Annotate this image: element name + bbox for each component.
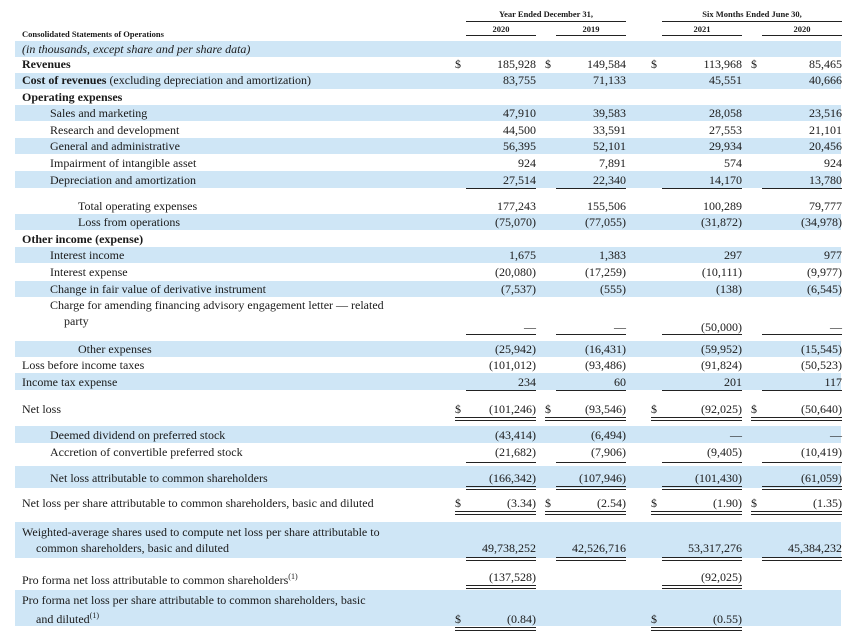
cell-value: (34,978)	[801, 215, 842, 229]
row-label-suffix: (excluding depreciation and amortization)	[106, 73, 312, 87]
cell-value: 49,738,252	[482, 541, 536, 555]
header-group-year: Year Ended December 31,	[498, 9, 594, 19]
header-rule	[662, 21, 842, 22]
row-label-continued	[36, 609, 99, 626]
single-rule	[466, 462, 536, 463]
row-band	[15, 373, 841, 390]
header-rule	[466, 21, 626, 22]
cell-value: 45,384,232	[788, 541, 842, 555]
row-label-bold: Cost of revenues	[22, 73, 107, 87]
header-year: 2019	[582, 24, 600, 34]
double-rule	[751, 420, 842, 421]
cell-value: (15,545)	[801, 342, 842, 356]
cell-value: (50,000)	[701, 320, 742, 334]
cell-value: 977	[824, 248, 842, 262]
row-band	[15, 247, 841, 263]
header-rule	[466, 35, 536, 36]
currency-symbol: $	[751, 402, 757, 416]
cell-value: 53,317,276	[688, 541, 742, 555]
footnote-marker: (1)	[89, 611, 99, 620]
single-rule	[762, 390, 842, 391]
single-rule	[556, 334, 626, 335]
cell-value: (101,246)	[489, 402, 536, 416]
row-label	[22, 570, 298, 587]
cell-value: (91,824)	[701, 358, 742, 372]
double-rule	[651, 417, 742, 418]
currency-symbol: $	[545, 57, 551, 71]
single-rule	[762, 462, 842, 463]
double-rule	[651, 511, 742, 512]
cell-value: —	[614, 320, 626, 334]
cell-value: (31,872)	[701, 215, 742, 229]
row-label: Other expenses	[78, 342, 152, 356]
cell-value: 185,928	[497, 57, 536, 71]
table-subtitle: (in thousands, except share and per share data)	[22, 42, 251, 56]
cell-value: 297	[724, 248, 742, 262]
double-rule	[466, 557, 536, 558]
cell-value: 83,755	[503, 73, 536, 87]
cell-value: 71,133	[593, 73, 626, 87]
cell-value: (101,430)	[695, 471, 742, 485]
header-year: 2021	[693, 24, 711, 34]
cell-value: 44,500	[503, 123, 536, 137]
cell-value: (92,025)	[701, 570, 742, 584]
cell-value: (137,528)	[489, 570, 536, 584]
row-label: Loss before income taxes	[22, 358, 145, 372]
cell-value: 28,058	[709, 106, 742, 120]
double-rule	[455, 630, 536, 631]
currency-symbol: $	[545, 496, 551, 510]
single-rule	[662, 462, 742, 463]
double-rule	[466, 560, 536, 561]
cell-value: 234	[518, 375, 536, 389]
cell-value: (166,342)	[489, 471, 536, 485]
header-group-sixmonths: Six Months Ended June 30,	[702, 9, 802, 19]
double-rule	[762, 560, 842, 561]
row-label-continued: common shareholders, basic and diluted	[36, 541, 229, 555]
single-rule	[762, 334, 842, 335]
cell-value: 42,526,716	[572, 541, 626, 555]
currency-symbol: $	[651, 496, 657, 510]
row-label: Net loss	[22, 402, 61, 416]
header-rule	[762, 35, 842, 36]
cell-value: 23,516	[809, 106, 842, 120]
cell-value: (50,523)	[801, 358, 842, 372]
double-rule	[662, 588, 742, 589]
cell-value: 113,968	[703, 57, 742, 71]
single-rule	[556, 390, 626, 391]
cell-value: 85,465	[809, 57, 842, 71]
cell-value: (92,025)	[701, 402, 742, 416]
cell-value: (25,942)	[495, 342, 536, 356]
cell-value: 924	[518, 156, 536, 170]
double-rule	[751, 417, 842, 418]
header-year: 2020	[793, 24, 811, 34]
row-label: Total operating expenses	[78, 199, 198, 213]
cell-value: 47,910	[503, 106, 536, 120]
cell-value: 40,666	[809, 73, 842, 87]
currency-symbol: $	[651, 612, 657, 626]
header-rule	[662, 35, 742, 36]
currency-symbol: $	[545, 402, 551, 416]
cell-value: 201	[724, 375, 742, 389]
cell-value: 13,780	[809, 173, 842, 187]
double-rule	[651, 627, 742, 628]
cell-value: 22,340	[593, 173, 626, 187]
row-label-text: and diluted	[36, 612, 90, 626]
double-rule	[545, 420, 626, 421]
cell-value: 79,777	[809, 199, 842, 213]
table-title: Consolidated Statements of Operations	[22, 29, 164, 39]
cell-value: (138)	[716, 282, 742, 296]
single-rule	[556, 462, 626, 463]
cell-value: 39,583	[593, 106, 626, 120]
row-label: Interest income	[50, 248, 125, 262]
cell-value: (555)	[600, 282, 626, 296]
cell-value: (50,640)	[801, 402, 842, 416]
row-label	[22, 73, 311, 87]
cell-value: 149,584	[587, 57, 626, 71]
double-rule	[762, 486, 842, 487]
row-label-text: Pro forma net loss attributable to common shareholders	[22, 573, 289, 587]
cell-value: (9,977)	[807, 265, 842, 279]
double-rule	[651, 630, 742, 631]
cell-value: (20,080)	[495, 265, 536, 279]
row-label: General and administrative	[50, 139, 180, 153]
header-year: 2020	[492, 24, 510, 34]
cell-value: 27,514	[503, 173, 536, 187]
cell-value: 155,506	[587, 199, 626, 213]
cell-value: (1.35)	[813, 496, 842, 510]
cell-value: 574	[724, 156, 742, 170]
cell-value: (75,070)	[495, 215, 536, 229]
cell-value: (61,059)	[801, 471, 842, 485]
currency-symbol: $	[751, 57, 757, 71]
double-rule	[455, 627, 536, 628]
cell-value: 60	[614, 375, 626, 389]
double-rule	[662, 560, 742, 561]
row-label: Interest expense	[50, 265, 128, 279]
cell-value: 100,289	[703, 199, 742, 213]
cell-value: (17,259)	[585, 265, 626, 279]
cell-value: (107,946)	[579, 471, 626, 485]
currency-symbol: $	[455, 612, 461, 626]
cell-value: (2.54)	[597, 496, 626, 510]
single-rule	[466, 334, 536, 335]
cell-value: 7,891	[599, 156, 626, 170]
cell-value: 117	[824, 375, 842, 389]
double-rule	[455, 420, 536, 421]
double-rule	[545, 514, 626, 515]
double-rule	[556, 489, 626, 490]
cell-value: (1.90)	[713, 496, 742, 510]
row-label: Depreciation and amortization	[50, 173, 196, 187]
row-label: Net loss attributable to common shareholders	[50, 471, 268, 485]
double-rule	[751, 511, 842, 512]
double-rule	[556, 486, 626, 487]
row-label: Net loss per share attributable to common shareholders, basic and diluted	[22, 496, 374, 510]
double-rule	[466, 588, 536, 589]
row-label: Weighted-average shares used to compute net loss per share attributable to	[22, 525, 380, 539]
double-rule	[466, 585, 536, 586]
double-rule	[455, 514, 536, 515]
row-label: Pro forma net loss per share attributable to common shareholders, basic	[22, 593, 366, 607]
cell-value: (101,012)	[489, 358, 536, 372]
row-label: Change in fair value of derivative instrument	[50, 282, 266, 296]
footnote-marker: (1)	[288, 572, 298, 581]
single-rule	[466, 188, 536, 189]
cell-value: (6,545)	[807, 282, 842, 296]
cell-value: (93,486)	[585, 358, 626, 372]
double-rule	[455, 511, 536, 512]
cell-value: (10,419)	[801, 445, 842, 459]
cell-value: (43,414)	[495, 428, 536, 442]
double-rule	[662, 585, 742, 586]
double-rule	[466, 486, 536, 487]
cell-value: (7,906)	[591, 445, 626, 459]
row-label: Accretion of convertible preferred stock	[50, 445, 243, 459]
currency-symbol: $	[455, 57, 461, 71]
cell-value: 29,934	[709, 139, 742, 153]
cell-value: (0.84)	[507, 612, 536, 626]
row-label: Revenues	[22, 57, 71, 71]
row-label: Loss from operations	[78, 215, 180, 229]
double-rule	[751, 514, 842, 515]
currency-symbol: $	[651, 402, 657, 416]
single-rule	[662, 334, 742, 335]
cell-value: (59,952)	[701, 342, 742, 356]
cell-value: (10,111)	[701, 265, 742, 279]
currency-symbol: $	[455, 496, 461, 510]
cell-value: 924	[824, 156, 842, 170]
cell-value: (93,546)	[585, 402, 626, 416]
currency-symbol: $	[751, 496, 757, 510]
header-rule	[556, 35, 626, 36]
cell-value: 177,243	[497, 199, 536, 213]
row-label: Impairment of intangible asset	[50, 156, 197, 170]
double-rule	[556, 560, 626, 561]
cell-value: (6,494)	[591, 428, 626, 442]
double-rule	[651, 420, 742, 421]
single-rule	[662, 188, 742, 189]
double-rule	[662, 486, 742, 487]
currency-symbol: $	[455, 402, 461, 416]
cell-value: 27,553	[709, 123, 742, 137]
cell-value: 52,101	[593, 139, 626, 153]
cell-value: (9,405)	[707, 445, 742, 459]
single-rule	[662, 390, 742, 391]
cell-value: 20,456	[809, 139, 842, 153]
row-label: Research and development	[50, 123, 180, 137]
cell-value: 56,395	[503, 139, 536, 153]
single-rule	[556, 188, 626, 189]
double-rule	[556, 557, 626, 558]
cell-value: 21,101	[809, 123, 842, 137]
cell-value: —	[730, 428, 742, 442]
double-rule	[651, 514, 742, 515]
double-rule	[662, 557, 742, 558]
row-label-continued: party	[64, 314, 89, 328]
currency-symbol: $	[651, 57, 657, 71]
row-label: Charge for amending financing advisory engagement letter — related	[50, 298, 384, 312]
cell-value: 1,675	[509, 248, 536, 262]
double-rule	[455, 417, 536, 418]
cell-value: —	[830, 320, 842, 334]
row-label: Income tax expense	[22, 375, 118, 389]
cell-value: 45,551	[709, 73, 742, 87]
double-rule	[545, 511, 626, 512]
row-label: Operating expenses	[22, 90, 123, 104]
double-rule	[662, 489, 742, 490]
single-rule	[762, 188, 842, 189]
double-rule	[762, 557, 842, 558]
row-label: Deemed dividend on preferred stock	[50, 428, 226, 442]
cell-value: (3.34)	[507, 496, 536, 510]
cell-value: (21,682)	[495, 445, 536, 459]
single-rule	[466, 390, 536, 391]
cell-value: (77,055)	[585, 215, 626, 229]
row-label: Sales and marketing	[50, 106, 148, 120]
cell-value: (16,431)	[585, 342, 626, 356]
cell-value: —	[830, 428, 842, 442]
cell-value: (0.55)	[713, 612, 742, 626]
double-rule	[466, 489, 536, 490]
row-label: Other income (expense)	[22, 232, 144, 246]
double-rule	[762, 489, 842, 490]
cell-value: (7,537)	[501, 282, 536, 296]
cell-value: 14,170	[709, 173, 742, 187]
cell-value: 1,383	[599, 248, 626, 262]
cell-value: —	[524, 320, 536, 334]
cell-value: 33,591	[593, 123, 626, 137]
double-rule	[545, 417, 626, 418]
